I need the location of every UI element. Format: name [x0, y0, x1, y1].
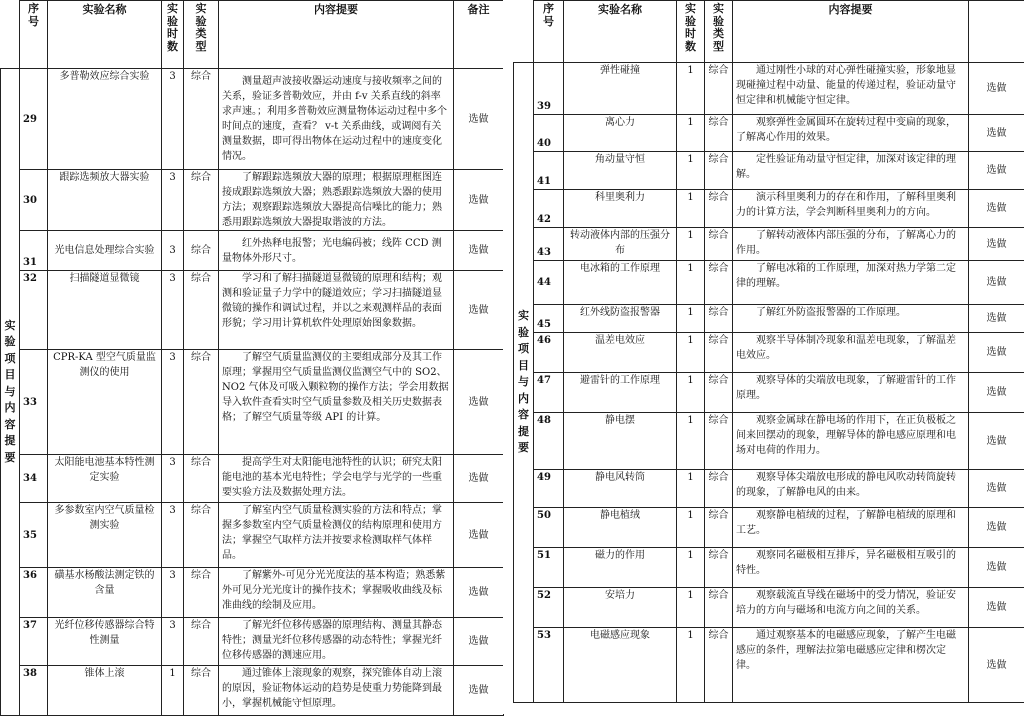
row-type: 综合: [705, 548, 733, 588]
row-type: 综合: [705, 63, 733, 115]
row-type: 综合: [184, 455, 219, 503]
row-no: 51: [534, 548, 564, 588]
header-remark: 备注: [454, 1, 504, 69]
row-name: 太阳能电池基本特性测定实验: [48, 455, 162, 503]
table-row: [1, 170, 504, 231]
table-row: [1, 69, 504, 170]
row-content: 通过观察基本的电磁感应现象，了解产生电磁感应的条件，理解法拉第电磁感应定律和楞次定律。: [733, 628, 969, 703]
row-content: 观察半导体制冷现象和温差电现象，了解温差电效应。: [733, 333, 969, 373]
row-type: 综合: [705, 228, 733, 261]
row-hours: 1: [677, 628, 705, 703]
row-content: 演示科里奥利力的存在和作用，了解科里奥利力的计算方法，学会判断科里奥利力的方向。: [733, 190, 969, 228]
table-row: [514, 628, 1024, 703]
row-hours: 1: [677, 152, 705, 190]
row-name: 温差电效应: [564, 333, 677, 373]
row-name: 跟踪选频放大器实验: [48, 170, 162, 231]
row-remark: 选做: [454, 568, 504, 618]
row-type: 综合: [184, 271, 219, 350]
table-row: [1, 618, 504, 666]
header-name: 实验名称: [48, 1, 162, 69]
row-content: 了解红外防盗报警器的工作原理。: [733, 305, 969, 333]
row-content: 观察金属球在静电场的作用下，在正负极板之间来回摆动的现象，理解导体的静电感应原理和电场对电荷的作用力。: [733, 413, 969, 470]
row-no: 35: [20, 503, 48, 568]
row-content: 观察导体尖端放电形成的静电风吹动转筒旋转的现象，了解静电风的由来。: [733, 470, 969, 508]
table-header-row: [1, 1, 504, 69]
row-content: 了解电冰箱的工作原理，加深对热力学第二定律的理解。: [733, 261, 969, 305]
row-name: 扫描隧道显微镜: [48, 271, 162, 350]
row-hours: 1: [677, 588, 705, 628]
row-content: 观察导体的尖端放电现象，了解避雷针的工作原理。: [733, 373, 969, 413]
row-remark: 选做: [969, 333, 1024, 373]
row-hours: 3: [162, 618, 184, 666]
table-row: [1, 350, 504, 455]
row-hours: 3: [162, 170, 184, 231]
row-no: 39: [534, 63, 564, 115]
row-content: 观察同名磁极相互排斥，异名磁极相互吸引的特性。: [733, 548, 969, 588]
row-content: 定性验证角动量守恒定律，加深对该定律的理解。: [733, 152, 969, 190]
row-hours: 1: [677, 63, 705, 115]
row-no: 32: [20, 271, 48, 350]
row-remark: 选做: [969, 628, 1024, 703]
row-remark: 选做: [969, 63, 1024, 115]
row-no: 47: [534, 373, 564, 413]
row-name: 光电信息处理综合实验: [48, 231, 162, 271]
page-gap: [503, 0, 513, 714]
header-name: 实验名称: [564, 1, 677, 63]
header-hours: 实验时数: [162, 1, 184, 69]
experiment-table-right: [513, 0, 1024, 703]
table-row: [514, 588, 1024, 628]
row-type: 综合: [705, 628, 733, 703]
side-label: 实验项目与内容提要: [514, 63, 534, 703]
row-hours: 1: [677, 508, 705, 548]
row-no: 49: [534, 470, 564, 508]
row-content: 红外热释电报警；光电编码被；线阵 CCD 测量物体外形尺寸。: [219, 231, 454, 271]
row-name: 多参数室内空气质量检测实验: [48, 503, 162, 568]
row-no: 42: [534, 190, 564, 228]
row-name: 锥体上滚: [48, 666, 162, 716]
row-content: 通过刚性小球的对心弹性碰撞实验，形象地显现碰撞过程中动量、能量的传递过程，验证动量守恒定律和机械能守恒定律。: [733, 63, 969, 115]
header-no: 序号: [534, 1, 564, 63]
row-remark: 选做: [454, 455, 504, 503]
row-remark: 选做: [969, 413, 1024, 470]
table-row: [514, 413, 1024, 470]
row-no: 34: [20, 455, 48, 503]
row-remark: 选做: [454, 231, 504, 271]
row-remark: 选做: [969, 228, 1024, 261]
table-row: [514, 228, 1024, 261]
row-no: 37: [20, 618, 48, 666]
row-type: 综合: [705, 508, 733, 548]
row-name: 静电风转筒: [564, 470, 677, 508]
row-type: 综合: [184, 568, 219, 618]
row-name: 静电植绒: [564, 508, 677, 548]
header-content: 内容提要: [219, 1, 454, 69]
row-content: 观察弹性金属圆环在旋转过程中变扁的现象，了解离心作用的效果。: [733, 115, 969, 152]
row-remark: 选做: [969, 152, 1024, 190]
table-row: [1, 455, 504, 503]
table-row: [1, 231, 504, 271]
row-remark: 选做: [454, 170, 504, 231]
row-content: 了解跟踪选频放大器的原理；根据原理框图连接成跟踪选频放大器；熟悉跟踪选频放大器的使用方法；观察跟踪选频放大器提高信噪比的能力；熟悉用跟踪选频放大器提取谐波的方法。: [219, 170, 454, 231]
table-row: [514, 373, 1024, 413]
row-no: 52: [534, 588, 564, 628]
table-row: [514, 305, 1024, 333]
row-type: 综合: [705, 305, 733, 333]
row-no: 53: [534, 628, 564, 703]
row-no: 40: [534, 115, 564, 152]
row-remark: 选做: [969, 548, 1024, 588]
row-content: 测量超声波接收器运动速度与接收频率之间的关系，验证多普勒效应，并由 f-v 关系直线的斜率求声速。；利用多普勒效应测量物体运动过程中多个时间点的速度，查看？ v-t 关系曲线，或调阅有关测量数据，即可得出物体在运动过程中的速度变化情况。: [219, 69, 454, 170]
row-hours: 1: [677, 115, 705, 152]
row-hours: 3: [162, 455, 184, 503]
row-no: 44: [534, 261, 564, 305]
row-name: 离心力: [564, 115, 677, 152]
table-row: [1, 271, 504, 350]
row-hours: 3: [162, 503, 184, 568]
row-hours: 3: [162, 350, 184, 455]
table-row: [514, 470, 1024, 508]
header-no: 序号: [20, 1, 48, 69]
row-remark: 选做: [454, 69, 504, 170]
table-row: [514, 508, 1024, 548]
row-type: 综合: [705, 115, 733, 152]
row-hours: 1: [162, 666, 184, 716]
header-remark-empty: [969, 1, 1024, 63]
row-hours: 1: [677, 261, 705, 305]
row-name: 转动液体内部的压强分布: [564, 228, 677, 261]
table-row: [514, 152, 1024, 190]
row-remark: 选做: [454, 350, 504, 455]
row-content: 了解紫外-可见分光光度法的基本构造；熟悉紫外可见分光光度计的操作技术；掌握吸收曲线及标准曲线的绘制及应用。: [219, 568, 454, 618]
row-no: 36: [20, 568, 48, 618]
row-remark: 选做: [969, 115, 1024, 152]
row-type: 综合: [705, 413, 733, 470]
row-hours: 1: [677, 413, 705, 470]
row-no: 48: [534, 413, 564, 470]
row-remark: 选做: [454, 503, 504, 568]
row-remark: 选做: [969, 508, 1024, 548]
row-type: 综合: [705, 588, 733, 628]
table-header-row: [514, 1, 1024, 63]
row-type: 综合: [184, 69, 219, 170]
row-no: 50: [534, 508, 564, 548]
row-no: 46: [534, 333, 564, 373]
row-name: 科里奥利力: [564, 190, 677, 228]
header-type: 实验类型: [184, 1, 219, 69]
row-type: 综合: [705, 152, 733, 190]
header-hours: 实验时数: [677, 1, 705, 63]
row-name: 红外线防盗报警器: [564, 305, 677, 333]
row-content: 学习和了解扫描隧道显微镜的原理和结构；观测和验证量子力学中的隧道效应；学习扫描隧道显微镜的操作和调试过程，并以之来观测样品的表面形貌；学习用计算机软件处理原始图象数据。: [219, 271, 454, 350]
row-no: 41: [534, 152, 564, 190]
row-no: 30: [20, 170, 48, 231]
row-type: 综合: [705, 261, 733, 305]
row-hours: 1: [677, 470, 705, 508]
row-hours: 3: [162, 568, 184, 618]
row-name: 电冰箱的工作原理: [564, 261, 677, 305]
side-label: 实验项目与内容提要: [1, 69, 20, 716]
row-hours: 3: [162, 271, 184, 350]
row-hours: 1: [677, 333, 705, 373]
row-type: 综合: [184, 503, 219, 568]
row-content: 通过锥体上滚现象的观察，探究锥体自动上滚的原因，验证物体运动的趋势是使重力势能降到最小，掌握机械能守恒原理。: [219, 666, 454, 716]
row-no: 38: [20, 666, 48, 716]
row-name: 静电摆: [564, 413, 677, 470]
row-name: 多普勒效应综合实验: [48, 69, 162, 170]
row-no: 43: [534, 228, 564, 261]
row-name: 安培力: [564, 588, 677, 628]
table-row: [514, 63, 1024, 115]
row-content: 了解转动液体内部压强的分布，了解离心力的作用。: [733, 228, 969, 261]
row-content: 了解空气质量监测仪的主要组成部分及其工作原理；掌握用空气质量监测仪监测空气中的 SO2、NO2 气体及可吸入颗粒物的操作方法；学会用数据导入软件查看实时空气质量参数及相关历史数据表格；了解空气质量等级 API 的计算。: [219, 350, 454, 455]
row-hours: 3: [162, 69, 184, 170]
row-hours: 1: [677, 548, 705, 588]
table-row: [514, 333, 1024, 373]
row-type: 综合: [705, 190, 733, 228]
row-name: 电磁感应现象: [564, 628, 677, 703]
row-type: 综合: [184, 666, 219, 716]
row-remark: 选做: [969, 190, 1024, 228]
row-type: 综合: [705, 373, 733, 413]
row-content: 了解光纤位移传感器的原理结构、测量其静态特性；测量光纤位移传感器的动态特性；掌握光纤位移传感器的测速应用。: [219, 618, 454, 666]
table-row: [1, 666, 504, 716]
row-name: 避雷针的工作原理: [564, 373, 677, 413]
row-hours: 1: [677, 305, 705, 333]
row-type: 综合: [184, 350, 219, 455]
row-type: 综合: [184, 231, 219, 271]
table-row: [514, 190, 1024, 228]
table-row: [1, 503, 504, 568]
table-row: [1, 568, 504, 618]
table-row: [514, 261, 1024, 305]
row-content: 观察载流直导线在磁场中的受力情况，验证安培力的方向与磁场和电流方向之间的关系。: [733, 588, 969, 628]
row-content: 了解室内空气质量检测实验的方法和特点；掌握多参数室内空气质量检测仪的结构原理和使用方法；掌握空气取样方法并按要求检测取样气体样品。: [219, 503, 454, 568]
row-remark: 选做: [969, 588, 1024, 628]
header-type: 实验类型: [705, 1, 733, 63]
row-no: 29: [20, 69, 48, 170]
row-remark: 选做: [969, 305, 1024, 333]
experiment-table-left: [0, 0, 504, 716]
header-content: 内容提要: [733, 1, 969, 63]
row-type: 综合: [705, 470, 733, 508]
table-row: [514, 115, 1024, 152]
row-name: 磺基水杨酸法测定铁的含量: [48, 568, 162, 618]
row-remark: 选做: [454, 271, 504, 350]
row-hours: 1: [677, 373, 705, 413]
row-remark: 选做: [969, 470, 1024, 508]
row-remark: 选做: [454, 666, 504, 716]
row-remark: 选做: [969, 261, 1024, 305]
row-type: 综合: [184, 618, 219, 666]
row-type: 综合: [184, 170, 219, 231]
row-no: 33: [20, 350, 48, 455]
table-row: [514, 548, 1024, 588]
row-name: CPR-KA 型空气质量监测仪的使用: [48, 350, 162, 455]
row-content: 提高学生对太阳能电池特性的认识；研究太阳能电池的基本光电特性；学会电学与光学的一些重要实验方法及数据处理方法。: [219, 455, 454, 503]
row-name: 磁力的作用: [564, 548, 677, 588]
row-name: 弹性碰撞: [564, 63, 677, 115]
row-name: 光纤位移传感器综合特性测量: [48, 618, 162, 666]
row-remark: 选做: [454, 618, 504, 666]
row-name: 角动量守恒: [564, 152, 677, 190]
row-content: 观察静电植绒的过程，了解静电植绒的原理和工艺。: [733, 508, 969, 548]
row-hours: 1: [677, 228, 705, 261]
row-remark: 选做: [969, 373, 1024, 413]
row-no: 45: [534, 305, 564, 333]
row-no: 31: [20, 231, 48, 271]
row-hours: 3: [162, 231, 184, 271]
row-hours: 1: [677, 190, 705, 228]
row-type: 综合: [705, 333, 733, 373]
